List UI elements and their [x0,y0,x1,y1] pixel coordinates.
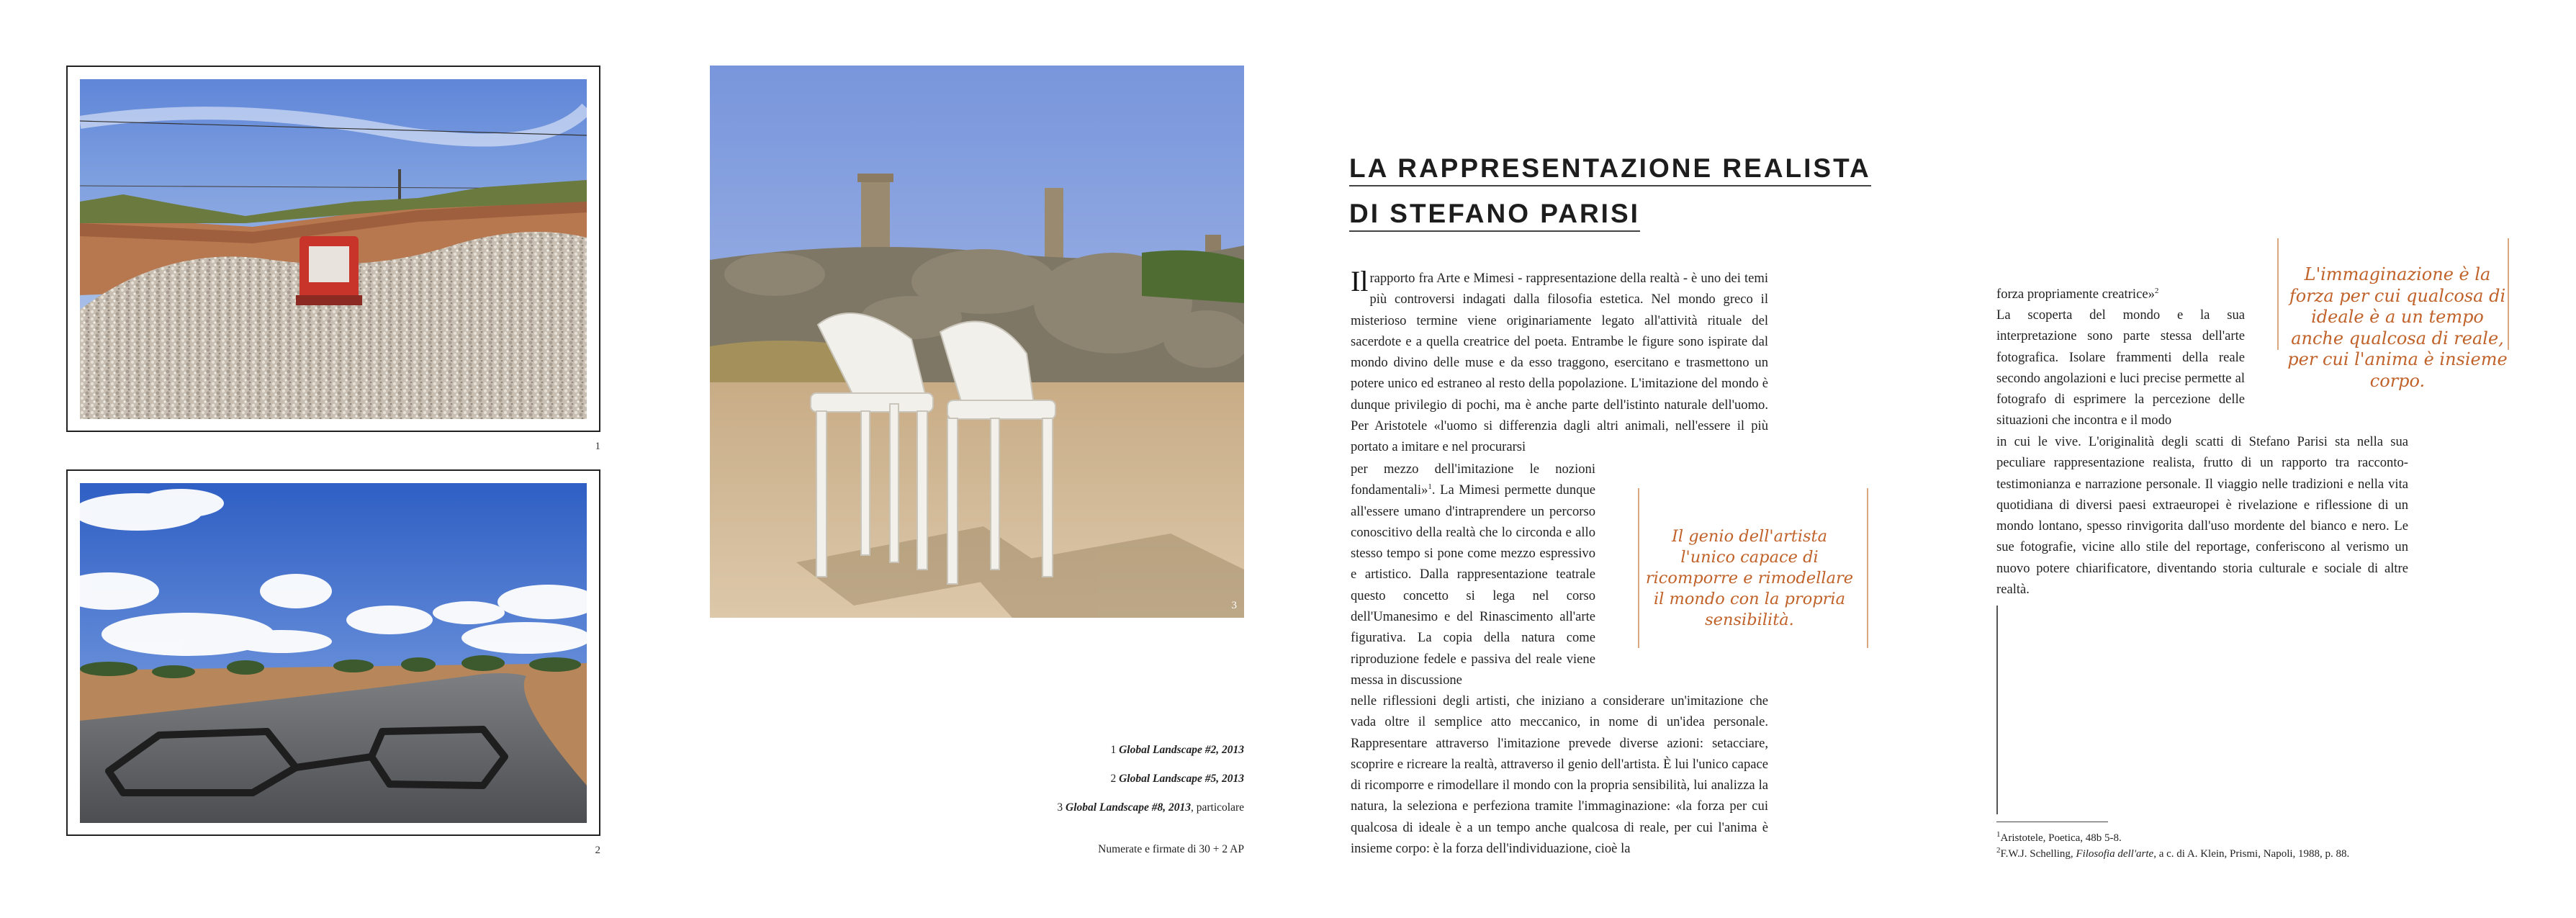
footnote-2: $^2$F.W.J. Schelling, Filosofia dell'arte, a c. di A. Klein, Prismi, Napoli, 1988, p. 88. [1996,846,2350,860]
pull-quote-1: Il genio dell'artista l'unico capace di ricomporre e rimodellare il mondo con la propria sensibilità. [1645,527,1854,629]
figure-1-number: 1 [595,441,600,452]
figure-2-frame [66,469,600,836]
caption-1: 1 Global Landscape #2, 2013 [1110,744,1244,756]
caption-3: 3 Global Landscape #8, 2013, particolare [1057,801,1244,814]
figure-2-photo [80,483,587,823]
column-2-narrow: La scoperta del mondo e la sua interpretazione sono parte stessa dell'arte fotografica. Isolare frammenti della reale secondo angolazioni e luci precise permette al fotografo di esprimere la percezione delle situazioni che incontra e il modo [1996,307,2245,428]
figure-1-frame [66,66,600,432]
footnotes [1996,830,2500,862]
pull-quote-2: L'immaginazione è la forza per cui qualcosa di ideale è a un tempo anche qualcosa di reale, per cui l'anima è insieme corpo. [2287,264,2508,391]
article-body-narrow: per mezzo dell'imitazione le nozioni fondamentali»$^1$. La Mimesi permette dunque all'essere umano d'intraprendere un percorso conoscitivo della realtà che lo circonda e allo stesso tempo si pone come mezzo espressivo e artistico. Dalla rappresentazione teatrale questo concetto si lega nel corso dell'Umanesimo e del Rinascimento all'arte figurativa. La copia della natura come riproduzione fedele e passiva del reale viene messa in discussione [1351,462,1595,688]
quote-1-rule-left [1638,488,1639,648]
column-2-first-line: forza propriamente creatrice»$^2$ [1996,286,2159,302]
figure-2-number: 2 [595,845,600,856]
figure-3-number: 3 [1231,600,1237,611]
footnote-ref-2: 2 [2154,286,2159,295]
footnote-ref-1: 1 [1428,482,1432,492]
quote-2-rule-right [2508,238,2509,350]
column-2-rule [1996,606,1998,814]
quote-2-rule-left [2277,238,2279,350]
quote-1-rule-right [1867,488,1868,648]
column-2-wide: in cui le vive. L'originalità degli scatti di Stefano Parisi sta nella sua peculiare rappresentazione realista, frutto di un rapporto tra racconto-testimonianza e narrazione personale. Il viaggio nelle tradizioni e nella vita quotidiana di diversi paesi extraeuropei è rivelazione e riflessione di un mondo lontano, spesso rinvigorita dall'uso mordente del bianco e nero. Le sue fotografie, vicine allo stile del reportage, conferiscono al verismo un nuovo potere chiarificatore, diventando storia culturale e sociale di altre realtà. [1996,434,2408,598]
figure-1-photo [80,79,587,419]
figure-3-photo [710,66,1244,618]
edition-note: Numerate e firmate di 30 + 2 AP [1098,843,1244,855]
article-title-line-1: LA RAPPRESENTAZIONE REALISTA [1349,153,1871,186]
footnote-1: $^1$Aristotele, Poetica, 48b 5-8. [1996,830,2122,844]
rubble-landscape-image [80,79,587,419]
road-landscape-image [80,483,587,823]
article-title-line-2: DI STEFANO PARISI [1349,199,1640,232]
chairs-ruins-image [710,66,1244,618]
caption-2: 2 Global Landscape #5, 2013 [1110,773,1244,785]
article-body-top: Il rapporto fra Arte e Mimesi - rappresentazione della realtà - è uno dei temi più controversi indagati dalla filosofia estetica. Nel mondo greco il misterioso termine viene originariamente legato all'attività rituale del sacerdote e a quella creatrice del poeta. Entrambe le figure sono ispirate dal mondo divino delle muse e da esso traggono, esercitano e trasmettono un potere unico ed estraneo al resto della popolazione. L'imitazione del mondo è dunque privilegio di pochi, ma è anche parte dell'istinto naturale dell'uomo. Per Aristotele «l'uomo si differenzia dagli altri animali, nell'essere il più portato a imitare e nel procurarsi [1351,265,1768,455]
drop-cap: Il [1351,265,1369,297]
article-body-bottom: nelle riflessioni degli artisti, che iniziano a considerare un'imitazione che vada oltre il semplice atto meccanico, in nome di un'idea personale. Rappresentare attraverso l'imitazione prevede diverse azioni: setacciare, scoprire e ricreare la realtà, attraverso il genio dell'artista. È lui l'unico capace di ricomporre e rimodellare il mondo con la propria sensibilità, lui analizza la natura, la seleziona e perfeziona tramite l'immaginazione: «la forza per cui qualcosa di ideale è a un tempo anche qualcosa di reale, per cui l'anima è insieme corpo: è la forza dell'individuazione, cioè la [1351,693,1768,857]
